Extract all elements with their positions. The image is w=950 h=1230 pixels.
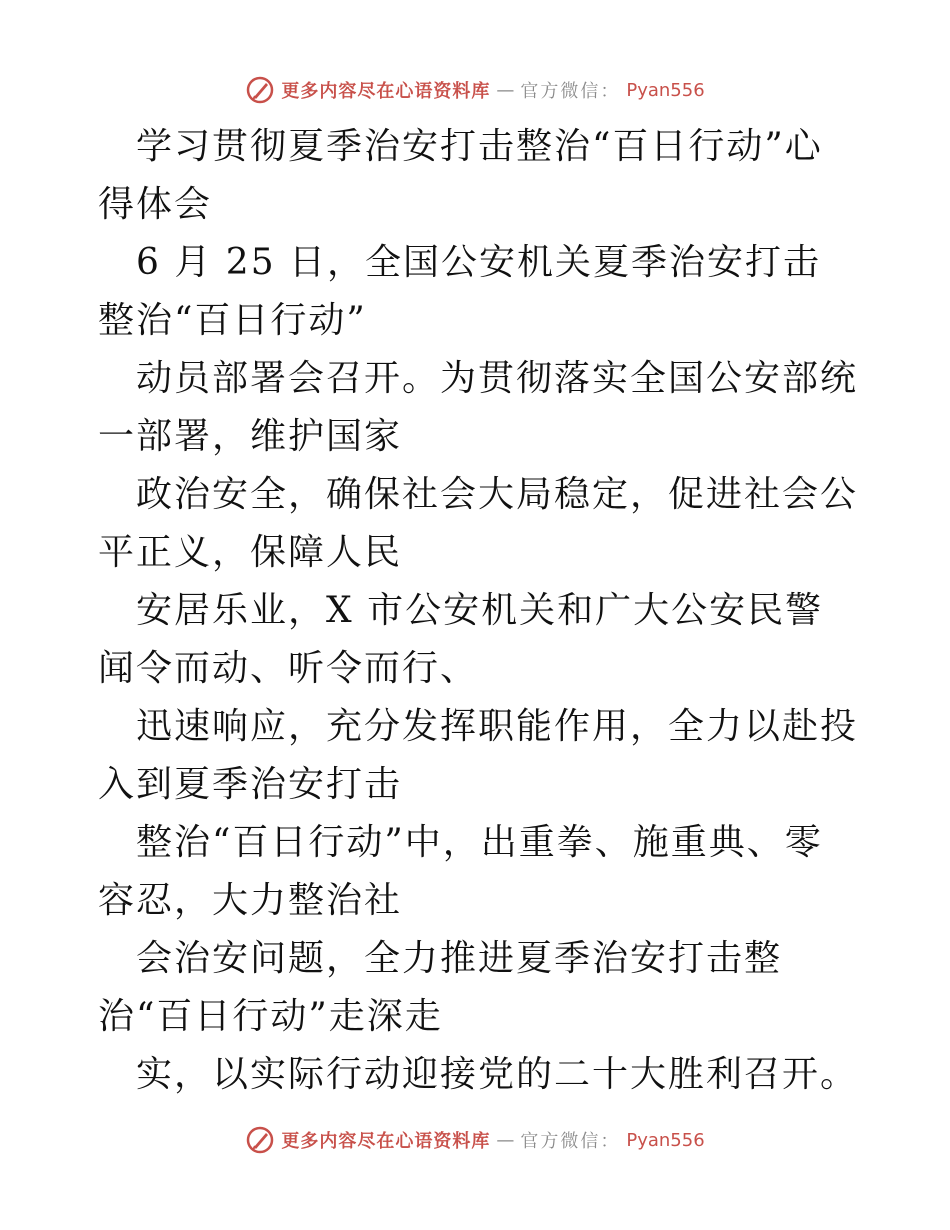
paragraph-line: 6 月 25 日，全国公安机关夏季治安打击整治“百日行动” [98, 242, 822, 341]
quill-pen-icon [245, 75, 275, 105]
paragraph-line: 迅速响应，充分发挥职能作用，全力以赴投入到夏季治安打击 [98, 706, 859, 805]
quill-pen-icon [245, 1125, 275, 1155]
watermark-brand-text: 更多内容尽在心语资料库 [281, 1131, 491, 1152]
paragraph-line: 安居乐业，X 市公安机关和广大公安民警闻令而动、听令而行、 [98, 590, 824, 689]
paragraph-line: 政治安全，确保社会大局稳定，促进社会公平正义，保障人民 [98, 474, 859, 573]
watermark-dash: — [496, 1129, 515, 1151]
watermark-official-label: 官方微信： [520, 1131, 621, 1152]
footer-watermark [0, 1120, 950, 1160]
document-body [98, 118, 858, 1104]
paragraph-line: 会治安问题，全力推进夏季治安打击整治“百日行动”走深走 [98, 938, 783, 1037]
watermark-brand-text: 更多内容尽在心语资料库 [281, 81, 491, 102]
watermark-official-label: 官方微信： [520, 81, 621, 102]
watermark-wechat-id: Pyan556 [626, 1129, 705, 1151]
paragraph-line: 实，以实际行动迎接党的二十大胜利召开。 [136, 1054, 859, 1095]
watermark-wechat-id: Pyan556 [626, 79, 705, 101]
paragraph-line: 动员部署会召开。为贯彻落实全国公安部统一部署，维护国家 [98, 358, 859, 457]
header-watermark [0, 70, 950, 110]
paragraph-line: 整治“百日行动”中，出重拳、施重典、零容忍，大力整治社 [98, 822, 823, 921]
document-title: 学习贯彻夏季治安打击整治“百日行动”心得体会 [98, 126, 823, 225]
watermark-dash: — [496, 79, 515, 101]
